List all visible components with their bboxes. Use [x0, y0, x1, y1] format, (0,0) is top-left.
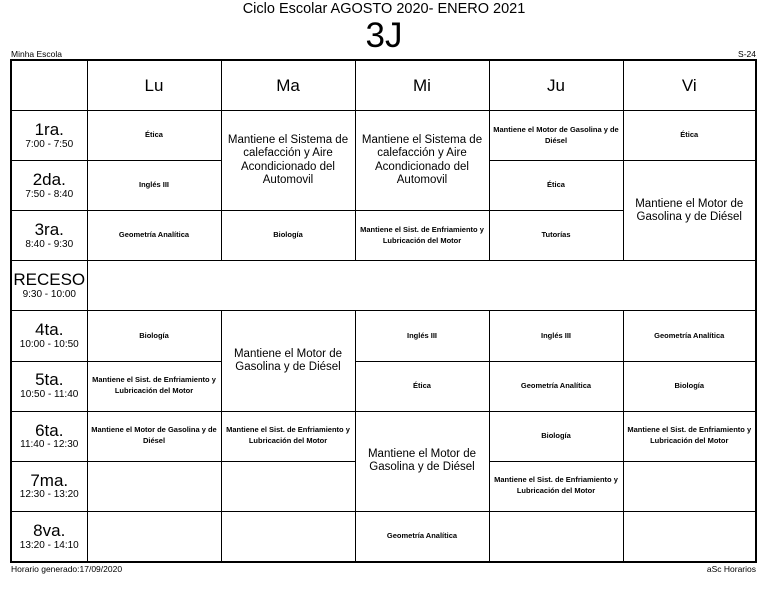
period-time: 9:30 - 10:00	[22, 289, 76, 301]
schedule-title: Ciclo Escolar AGOSTO 2020- ENERO 2021	[242, 1, 526, 17]
period-name: 3ra.	[34, 220, 64, 240]
period-time: 11:40 - 12:30	[20, 439, 79, 451]
class-cell: Biología	[623, 361, 756, 411]
period-row-8	[11, 511, 756, 562]
period-row-4	[11, 311, 756, 361]
period-time: 7:50 - 8:40	[25, 188, 74, 200]
period-label	[11, 261, 87, 311]
period-label	[11, 211, 87, 261]
class-cell: Mantiene el Sistema de calefacción y Aire Acondicionado del Automovil	[355, 111, 489, 211]
class-cell: Geometría Analítica	[623, 311, 756, 361]
class-cell: Biología	[221, 211, 355, 261]
break-row	[11, 261, 756, 311]
period-name: 6ta.	[35, 420, 64, 440]
class-cell: Geometría Analítica	[355, 511, 489, 562]
class-cell: Mantiene el Sist. de Enfriamiento y Lubricación del Motor	[489, 461, 623, 511]
class-cell: Inglés III	[355, 311, 489, 361]
class-cell: Ética	[355, 361, 489, 411]
class-cell: Biología	[489, 411, 623, 461]
empty-cell	[221, 461, 355, 511]
empty-cell	[489, 511, 623, 562]
period-row-5	[11, 361, 756, 411]
class-cell: Mantiene el Motor de Gasolina y de Diésel	[87, 411, 221, 461]
period-name: 8va.	[33, 520, 66, 540]
timetable	[10, 59, 757, 563]
period-name: 2da.	[32, 170, 66, 190]
period-name: 1ra.	[34, 119, 64, 139]
school-name: Minha Escola	[11, 49, 63, 59]
class-cell: Ética	[489, 161, 623, 211]
schedule-code: S-24	[738, 49, 756, 59]
period-name: 5ta.	[35, 370, 64, 390]
class-cell: Mantiene el Sist. de Enfriamiento y Lubricación del Motor	[87, 361, 221, 411]
class-cell: Mantiene el Sist. de Enfriamiento y Lubricación del Motor	[623, 411, 756, 461]
day-header-mi: Mi	[355, 60, 489, 111]
period-time: 10:00 - 10:50	[19, 339, 79, 351]
class-cell: Mantiene el Sist. de Enfriamiento y Lubricación del Motor	[221, 411, 355, 461]
class-cell: Tutorías	[489, 211, 623, 261]
period-name: RECESO	[13, 270, 86, 290]
day-header-lu: Lu	[87, 60, 221, 111]
day-header-row	[11, 60, 756, 111]
period-label	[11, 511, 87, 562]
software-credit: aSc Horarios	[706, 564, 756, 574]
class-cell: Inglés III	[87, 161, 221, 211]
day-header-ju: Ju	[489, 60, 623, 111]
class-cell: Mantiene el Motor de Gasolina y de Diésel	[355, 411, 489, 511]
class-cell: Mantiene el Sistema de calefacción y Aire Acondicionado del Automovil	[221, 111, 355, 211]
class-cell: Geometría Analítica	[489, 361, 623, 411]
empty-cell	[87, 461, 221, 511]
empty-cell	[221, 511, 355, 562]
empty-cell	[87, 511, 221, 562]
period-time: 10:50 - 11:40	[20, 389, 79, 401]
period-name: 4ta.	[35, 320, 64, 340]
class-cell: Mantiene el Motor de Gasolina y de Diésel	[221, 311, 355, 411]
period-label	[11, 461, 87, 511]
period-time: 7:00 - 7:50	[25, 138, 74, 150]
period-time: 12:30 - 13:20	[19, 489, 79, 501]
break-cell	[87, 261, 756, 311]
empty-cell	[623, 461, 756, 511]
corner-cell	[11, 60, 87, 111]
period-time: 8:40 - 9:30	[25, 239, 74, 250]
class-cell: Ética	[87, 111, 221, 161]
day-header-vi: Vi	[623, 60, 756, 111]
period-label	[11, 161, 87, 211]
period-time: 13:20 - 14:10	[19, 539, 79, 551]
class-cell: Biología	[87, 311, 221, 361]
class-cell: Inglés III	[489, 311, 623, 361]
class-cell: Ética	[623, 111, 756, 161]
period-label	[11, 361, 87, 411]
period-label	[11, 411, 87, 461]
period-label	[11, 311, 87, 361]
class-cell: Mantiene el Sist. de Enfriamiento y Lubricación del Motor	[355, 211, 489, 261]
class-cell: Mantiene el Motor de Gasolina y de Diésel	[623, 161, 756, 261]
period-row-6	[11, 411, 756, 461]
day-header-ma: Ma	[221, 60, 355, 111]
class-cell: Geometría Analítica	[87, 211, 221, 261]
empty-cell	[623, 511, 756, 562]
generated-date: Horario generado:17/09/2020	[11, 564, 123, 574]
class-cell: Mantiene el Motor de Gasolina y de Diésel	[489, 111, 623, 161]
period-name: 7ma.	[30, 470, 69, 490]
group-name: 3J	[365, 16, 403, 55]
period-label	[11, 111, 87, 161]
period-row-1	[11, 111, 756, 161]
